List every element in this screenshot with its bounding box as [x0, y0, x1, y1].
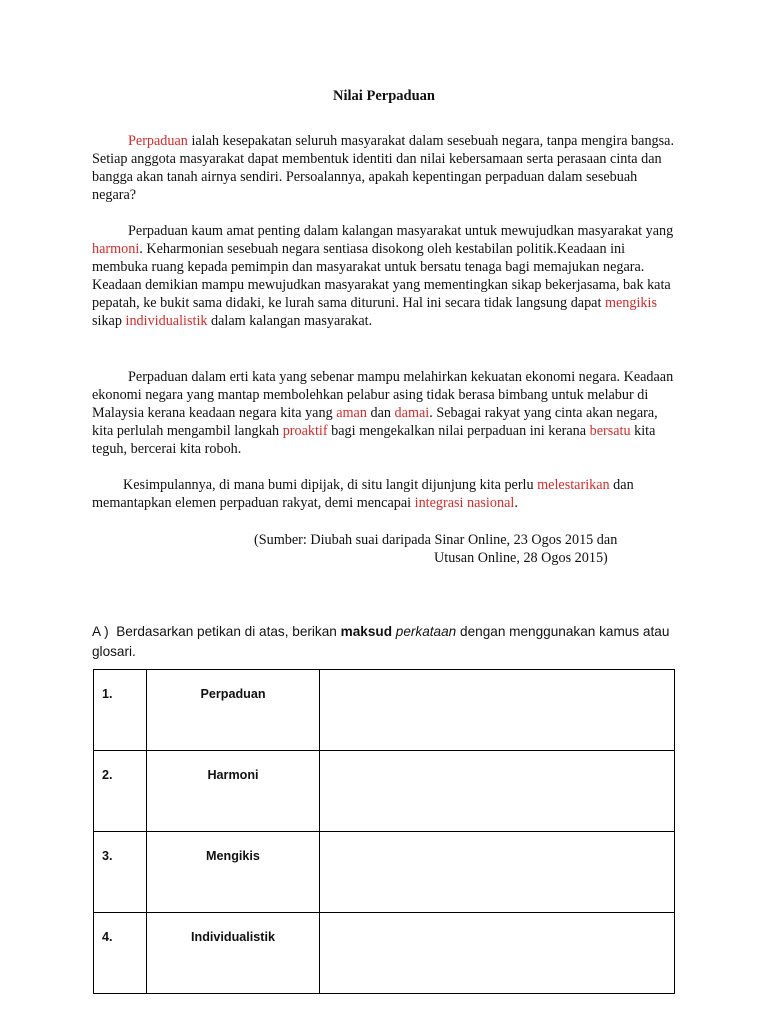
answer-cell[interactable] — [320, 670, 675, 751]
question-bold-word: maksud — [340, 624, 392, 639]
source-line-1: (Sumber: Diubah suai daripada Sinar Online, 23 Ogos 2015 dan — [254, 532, 618, 548]
table-row — [94, 832, 675, 913]
paragraph-4 — [92, 476, 674, 512]
highlight-harmoni: harmoni — [92, 241, 140, 257]
row-term: Individualistik — [147, 913, 320, 994]
answer-cell[interactable] — [320, 913, 675, 994]
paragraph-2-text-3: sikap — [92, 313, 126, 329]
row-term: Mengikis — [147, 832, 320, 913]
page-title: Nilai Perpaduan — [333, 88, 435, 104]
paragraph-3-text-4: bagi mengekalkan nilai perpaduan ini kerana — [327, 423, 590, 439]
glossary-table — [93, 669, 675, 994]
paragraph-2-text-1: Perpaduan kaum amat penting dalam kalangan masyarakat untuk mewujudkan masyarakat yang — [128, 223, 674, 239]
table-row — [94, 751, 675, 832]
answer-cell[interactable] — [320, 751, 675, 832]
paragraph-3-text-5: kita teguh, bercerai kita roboh. — [92, 423, 656, 457]
question-a — [92, 622, 692, 662]
question-text-1: Berdasarkan petikan di atas, berikan — [116, 624, 341, 639]
question-italic-word: perkataan — [395, 624, 457, 639]
paragraph-2 — [92, 222, 674, 330]
paragraph-2-text-4: dalam kalangan masyarakat. — [207, 313, 373, 329]
highlight-bersatu: bersatu — [589, 423, 631, 439]
highlight-aman: aman — [336, 405, 367, 421]
highlight-integrasi-nasional: integrasi nasional — [414, 495, 515, 511]
table-row — [94, 913, 675, 994]
paragraph-4-text-1: Kesimpulannya, di mana bumi dipijak, di situ langit dijunjung kita perlu — [123, 477, 538, 493]
row-term: Perpaduan — [147, 670, 320, 751]
table-row — [94, 670, 675, 751]
paragraph-2-text-2: . Keharmonian sesebuah negara sentiasa disokong oleh kestabilan politik.Keadaan ini membuka ruang kepada pemimpin dan masyarakat untuk bersatu tenaga bagi memajukan negara. Keadaan demikian mampu mewujudkan masyarakat yang mementingkan sikap bekerjasama, bak kata pepatah, ke bukit sama didaki, ke lurah sama dituruni. Hal ini secara tidak langsung dapat — [92, 241, 671, 311]
source-line-2: Utusan Online, 28 Ogos 2015) — [434, 550, 608, 566]
paragraph-4-text-2: dan memantapkan elemen perpaduan rakyat, demi mencapai — [92, 477, 634, 511]
paragraph-3-text-1: Perpaduan dalam erti kata yang sebenar mampu melahirkan kekuatan ekonomi negara. Keadaan ekonomi negara yang mantap membolehkan pelabur asing tidak berasa bimbang untuk melabur di Malaysia kerana keadaan negara kita yang — [92, 369, 674, 421]
question-label: A ) — [92, 624, 109, 639]
paragraph-1 — [92, 132, 674, 204]
highlight-melestarikan: melestarikan — [537, 477, 610, 493]
row-number: 2. — [94, 751, 147, 832]
paragraph-3 — [92, 368, 674, 458]
row-number: 3. — [94, 832, 147, 913]
highlight-damai: damai — [394, 405, 430, 421]
highlight-proaktif: proaktif — [282, 423, 328, 439]
highlight-perpaduan: Perpaduan — [128, 133, 188, 149]
paragraph-4-text-3: . — [514, 495, 518, 511]
row-number: 1. — [94, 670, 147, 751]
row-number: 4. — [94, 913, 147, 994]
paragraph-1-text: ialah kesepakatan seluruh masyarakat dalam sesebuah negara, tanpa mengira bangsa. Setiap anggota masyarakat dapat membentuk identiti dan nilai kebersamaan serta perasaan cinta dan bangga akan tanah airnya sendiri. Persoalannya, apakah kepentingan perpaduan dalam sesebuah negara? — [92, 133, 674, 203]
answer-cell[interactable] — [320, 832, 675, 913]
highlight-individualistik: individualistik — [125, 313, 208, 329]
paragraph-3-text-3: . Sebagai rakyat yang cinta akan negara, kita perlulah mengambil langkah — [92, 405, 658, 439]
question-text-2: dengan menggunakan kamus atau glosari. — [92, 624, 670, 659]
highlight-mengikis: mengikis — [604, 295, 657, 311]
paragraph-3-text-2: dan — [366, 405, 395, 421]
row-term: Harmoni — [147, 751, 320, 832]
